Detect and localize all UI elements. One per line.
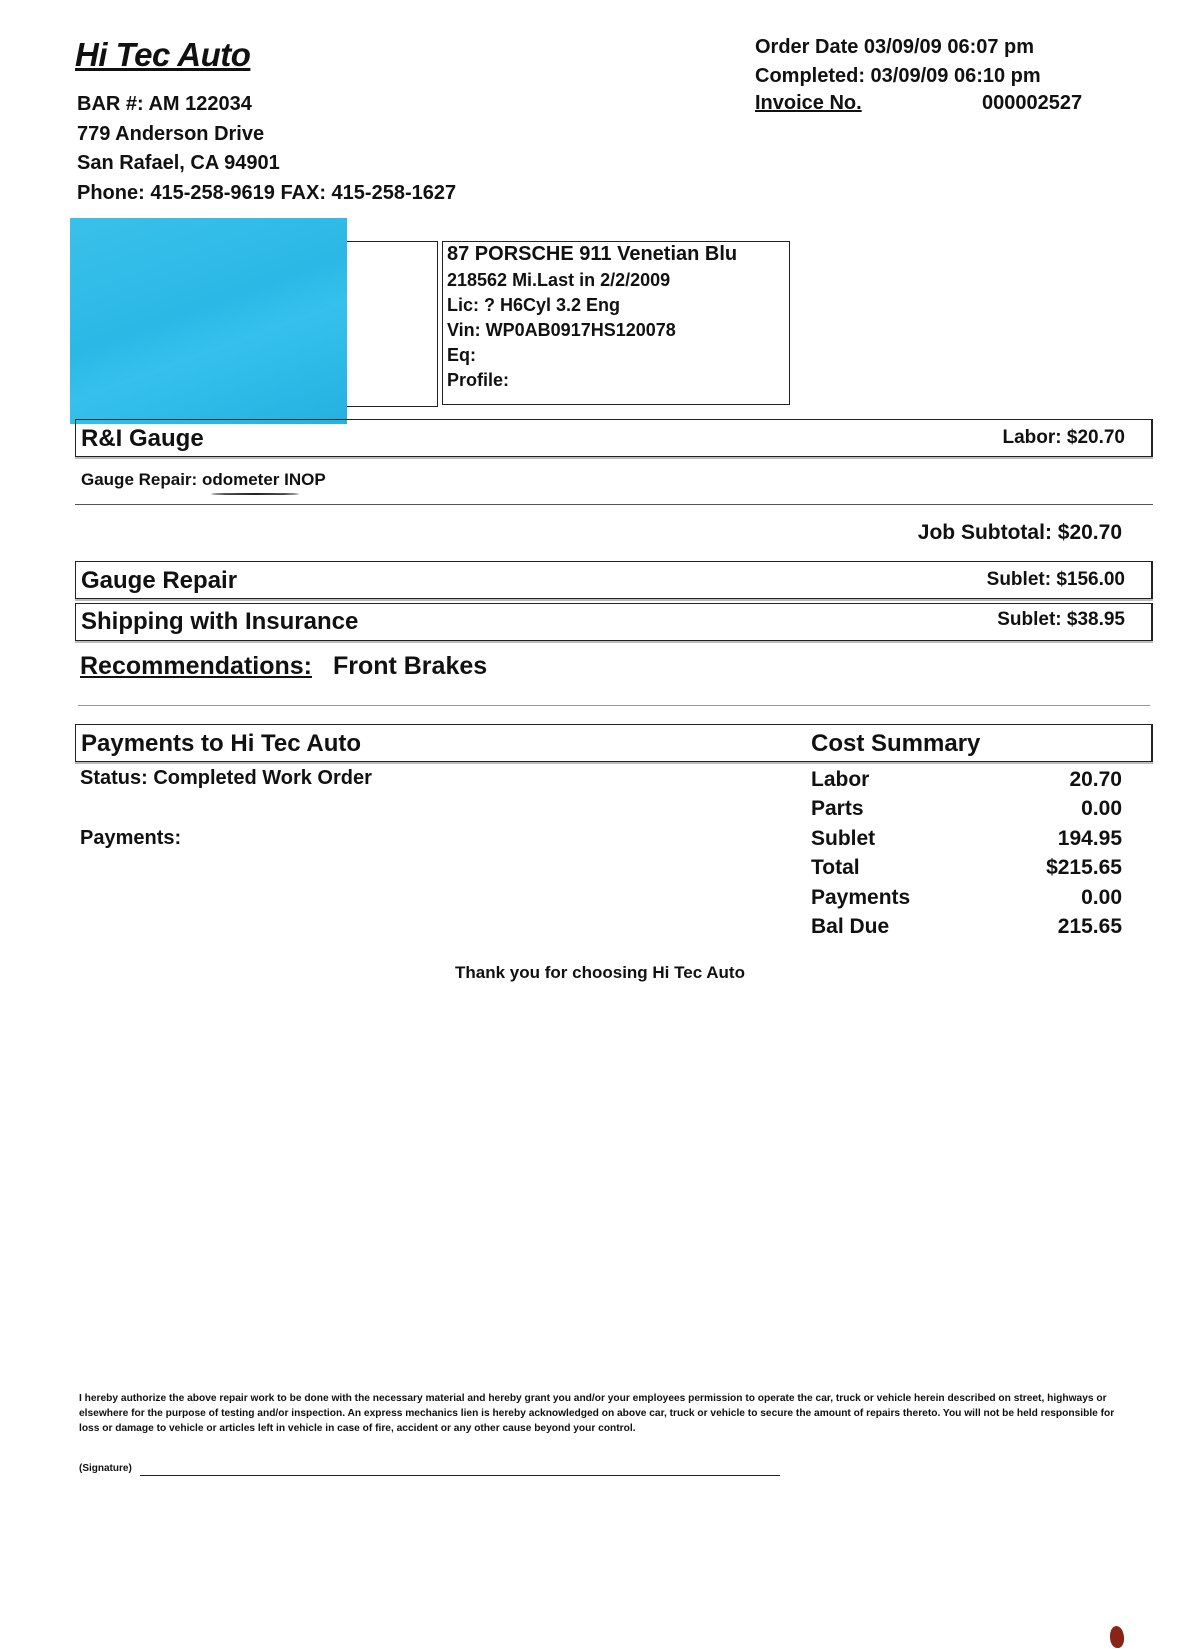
recommendations-divider bbox=[78, 705, 1150, 706]
shop-address-line2: San Rafael, CA 94901 bbox=[77, 152, 280, 174]
job-labor: Labor: $20.70 bbox=[1002, 427, 1125, 448]
vehicle-profile: Profile: bbox=[447, 370, 510, 390]
cost-value-total: $215.65 bbox=[1046, 856, 1122, 879]
job-title: R&I Gauge bbox=[81, 425, 204, 452]
vehicle-vin: Vin: WP0AB0917HS120078 bbox=[447, 320, 676, 340]
job-note bbox=[81, 470, 326, 490]
cost-label-labor: Labor bbox=[811, 768, 870, 791]
cost-value-labor: 20.70 bbox=[1069, 768, 1122, 791]
thank-you-message: Thank you for choosing Hi Tec Auto bbox=[455, 963, 745, 982]
order-date: Order Date 03/09/09 06:07 pm bbox=[755, 36, 1035, 58]
cost-value-payments: 0.00 bbox=[1081, 886, 1122, 909]
completed-date: Completed: 03/09/09 06:10 pm bbox=[755, 65, 1041, 87]
vehicle-mileage: 218562 Mi.Last in 2/2/2009 bbox=[447, 270, 671, 290]
recommendations-value: Front Brakes bbox=[332, 652, 488, 680]
signature-label: (Signature) bbox=[79, 1463, 132, 1474]
job-note-value: odometer INOP bbox=[201, 470, 326, 489]
recommendations-label: Recommendations: bbox=[80, 652, 312, 680]
cost-label-payments: Payments bbox=[811, 886, 911, 909]
cost-label-parts: Parts bbox=[811, 797, 864, 820]
sublet-bar-shipping bbox=[75, 603, 1153, 641]
vehicle-info-box bbox=[442, 241, 790, 405]
payments-label: Payments: bbox=[80, 827, 182, 849]
job-subtotal: Job Subtotal: $20.70 bbox=[917, 521, 1122, 544]
signature-line bbox=[140, 1475, 780, 1476]
work-order-status: Status: Completed Work Order bbox=[80, 767, 372, 789]
job-note-label: Gauge Repair: bbox=[81, 470, 198, 489]
cost-summary-title: Cost Summary bbox=[811, 730, 981, 757]
job-header-bar bbox=[75, 419, 1153, 457]
cost-value-balance-due: 215.65 bbox=[1057, 915, 1122, 938]
bar-number: BAR #: AM 122034 bbox=[77, 93, 252, 115]
ink-stain bbox=[1110, 1626, 1124, 1648]
payments-summary-bar bbox=[75, 724, 1153, 762]
invoice-label: Invoice No. bbox=[755, 92, 862, 114]
cost-value-parts: 0.00 bbox=[1081, 797, 1122, 820]
authorization-text: I hereby authorize the above repair work to be done with the necessary material and hereby grant you and/or your employees permission to operate the car, truck or vehicle herein described on street, highways or elsewhere for the purpose of testing and/or inspection. An express mechanics lien is hereby acknowledged on above car, truck or vehicle to secure the amount of repairs thereto. You will not be held responsible for loss or damage to vehicle or articles left in vehicle in case of fire, accident or any other cause beyond your control. bbox=[79, 1393, 1115, 1434]
customer-box bbox=[345, 241, 438, 407]
vehicle-license-engine: Lic: ? H6Cyl 3.2 Eng bbox=[447, 295, 621, 315]
cost-value-sublet: 194.95 bbox=[1057, 827, 1122, 850]
job-divider bbox=[75, 504, 1153, 505]
shop-phone-fax: Phone: 415-258-9619 FAX: 415-258-1627 bbox=[77, 182, 457, 204]
sublet-title: Gauge Repair bbox=[81, 567, 238, 594]
vehicle-equipment: Eq: bbox=[447, 345, 476, 365]
invoice-number: 000002527 bbox=[982, 92, 1083, 114]
cost-label-total: Total bbox=[811, 856, 860, 879]
sublet-title: Shipping with Insurance bbox=[81, 608, 359, 635]
sublet-amount: Sublet: $38.95 bbox=[997, 609, 1125, 630]
cost-label-sublet: Sublet bbox=[811, 827, 876, 850]
handwritten-underline bbox=[211, 493, 299, 495]
sublet-bar-gauge-repair bbox=[75, 561, 1153, 599]
shop-address-line1: 779 Anderson Drive bbox=[77, 123, 265, 145]
shop-name: Hi Tec Auto bbox=[75, 36, 251, 73]
recommendations bbox=[80, 652, 487, 681]
vehicle-description: 87 PORSCHE 911 Venetian Blu bbox=[447, 243, 738, 265]
redacted-customer-info bbox=[70, 218, 347, 424]
payments-title: Payments to Hi Tec Auto bbox=[81, 730, 362, 757]
cost-label-balance-due: Bal Due bbox=[811, 915, 890, 938]
sublet-amount: Sublet: $156.00 bbox=[986, 569, 1125, 590]
